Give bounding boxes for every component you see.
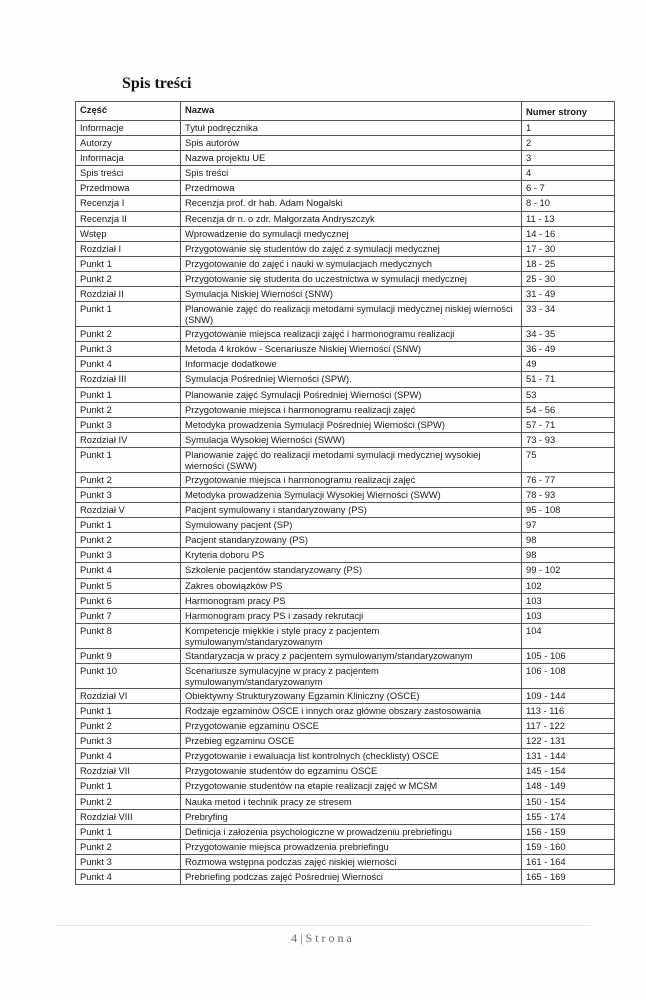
cell-part: Punkt 3 xyxy=(76,417,181,432)
cell-name: Metodyka prowadzenia Symulacji Pośredniej Wierności (SPW) xyxy=(181,417,522,432)
column-header-part: Część xyxy=(76,102,181,121)
cell-name: Przygotowanie egzaminu OSCE xyxy=(181,719,522,734)
column-header-page-number: Numer strony xyxy=(522,102,615,121)
cell-page-number: 161 - 164 xyxy=(522,854,615,869)
footer-separator: | xyxy=(300,931,306,945)
cell-name: Przygotowanie do zajęć i nauki w symulacjach medycznych xyxy=(181,256,522,271)
cell-part: Punkt 2 xyxy=(76,271,181,286)
cell-page-number: 117 - 122 xyxy=(522,719,615,734)
cell-part: Punkt 2 xyxy=(76,533,181,548)
cell-part: Przedmowa xyxy=(76,181,181,196)
cell-part: Punkt 5 xyxy=(76,578,181,593)
cell-name: Recenzja prof. dr hab. Adam Nogalski xyxy=(181,196,522,211)
table-row xyxy=(76,533,615,548)
cell-page-number: 8 - 10 xyxy=(522,196,615,211)
table-row xyxy=(76,256,615,271)
table-row xyxy=(76,372,615,387)
cell-part: Punkt 1 xyxy=(76,704,181,719)
cell-name: Nazwa projektu UE xyxy=(181,151,522,166)
cell-part: Punkt 1 xyxy=(76,302,181,327)
cell-name: Nauka metod i technik pracy ze stresem xyxy=(181,794,522,809)
cell-page-number: 103 xyxy=(522,608,615,623)
footer-label: Strona xyxy=(305,931,355,945)
cell-part: Punkt 1 xyxy=(76,387,181,402)
cell-page-number: 155 - 174 xyxy=(522,809,615,824)
cell-page-number: 150 - 154 xyxy=(522,794,615,809)
cell-page-number: 6 - 7 xyxy=(522,181,615,196)
cell-name: Symulacja Pośredniej Wierności (SPW). xyxy=(181,372,522,387)
footer-page-number: 4 xyxy=(291,931,301,945)
cell-name: Wprowadzenie do symulacji medycznej xyxy=(181,226,522,241)
cell-page-number: 159 - 160 xyxy=(522,839,615,854)
cell-name: Szkolenie pacjentów standaryzowany (PS) xyxy=(181,563,522,578)
cell-name: Planowanie zajęć do realizacji metodami symulacji medycznej wysokiej wierności (SWW) xyxy=(181,447,522,472)
cell-page-number: 57 - 71 xyxy=(522,417,615,432)
cell-page-number: 17 - 30 xyxy=(522,241,615,256)
cell-page-number: 102 xyxy=(522,578,615,593)
cell-page-number: 25 - 30 xyxy=(522,271,615,286)
cell-part: Punkt 8 xyxy=(76,623,181,648)
table-row xyxy=(76,417,615,432)
cell-name: Przygotowanie miejsca prowadzenia prebriefingu xyxy=(181,839,522,854)
cell-name: Metodyka prowadzenia Symulacji Wysokiej Wierności (SWW) xyxy=(181,487,522,502)
cell-name: Symulacja Wysokiej Wierności (SWW) xyxy=(181,432,522,447)
cell-page-number: 165 - 169 xyxy=(522,870,615,885)
table-row xyxy=(76,327,615,342)
cell-page-number: 78 - 93 xyxy=(522,487,615,502)
cell-page-number: 51 - 71 xyxy=(522,372,615,387)
table-row xyxy=(76,447,615,472)
cell-page-number: 3 xyxy=(522,151,615,166)
cell-page-number: 103 xyxy=(522,593,615,608)
cell-page-number: 36 - 49 xyxy=(522,342,615,357)
table-row xyxy=(76,688,615,703)
table-row xyxy=(76,121,615,136)
cell-name: Przedmowa xyxy=(181,181,522,196)
table-row xyxy=(76,166,615,181)
cell-part: Punkt 3 xyxy=(76,487,181,502)
cell-part: Rozdział I xyxy=(76,241,181,256)
cell-name: Pacjent standaryzowany (PS) xyxy=(181,533,522,548)
page-footer xyxy=(0,931,646,946)
cell-part: Rozdział VII xyxy=(76,764,181,779)
table-row xyxy=(76,181,615,196)
cell-part: Rozdział III xyxy=(76,372,181,387)
table-row xyxy=(76,387,615,402)
cell-name: Recenzja dr n. o zdr. Małgorzata Andryszczyk xyxy=(181,211,522,226)
cell-part: Punkt 1 xyxy=(76,447,181,472)
cell-page-number: 106 - 108 xyxy=(522,663,615,688)
cell-name: Harmonogram pracy PS xyxy=(181,593,522,608)
cell-part: Recenzja I xyxy=(76,196,181,211)
cell-name: Rozmowa wstępna podczas zajęć niskiej wierności xyxy=(181,854,522,869)
cell-page-number: 145 - 154 xyxy=(522,764,615,779)
cell-page-number: 54 - 56 xyxy=(522,402,615,417)
cell-part: Punkt 1 xyxy=(76,779,181,794)
table-row xyxy=(76,302,615,327)
table-row xyxy=(76,271,615,286)
table-row xyxy=(76,151,615,166)
cell-page-number: 156 - 159 xyxy=(522,824,615,839)
cell-name: Przygotowanie i ewaluacja list kontrolnych (checklisty) OSCE xyxy=(181,749,522,764)
cell-page-number: 109 - 144 xyxy=(522,688,615,703)
cell-page-number: 34 - 35 xyxy=(522,327,615,342)
cell-part: Punkt 4 xyxy=(76,357,181,372)
table-row xyxy=(76,287,615,302)
table-row xyxy=(76,136,615,151)
table-row xyxy=(76,608,615,623)
cell-name: Standaryzacja w pracy z pacjentem symulowanym/standaryzowanym xyxy=(181,648,522,663)
cell-name: Przygotowanie się studenta do uczestnictwa w symulacji medycznej xyxy=(181,271,522,286)
table-row xyxy=(76,196,615,211)
cell-page-number: 49 xyxy=(522,357,615,372)
table-row xyxy=(76,764,615,779)
cell-part: Punkt 3 xyxy=(76,548,181,563)
cell-part: Rozdział II xyxy=(76,287,181,302)
cell-part: Punkt 4 xyxy=(76,749,181,764)
cell-name: Scenariusze symulacyjne w pracy z pacjentem symulowanym/standaryzowanym xyxy=(181,663,522,688)
cell-page-number: 131 - 144 xyxy=(522,749,615,764)
table-row xyxy=(76,648,615,663)
table-row xyxy=(76,226,615,241)
cell-part: Punkt 7 xyxy=(76,608,181,623)
table-row xyxy=(76,809,615,824)
cell-part: Punkt 9 xyxy=(76,648,181,663)
table-row xyxy=(76,663,615,688)
table-row xyxy=(76,503,615,518)
cell-page-number: 11 - 13 xyxy=(522,211,615,226)
cell-part: Punkt 3 xyxy=(76,734,181,749)
table-row xyxy=(76,779,615,794)
table-row xyxy=(76,432,615,447)
table-row xyxy=(76,623,615,648)
cell-part: Punkt 4 xyxy=(76,870,181,885)
cell-part: Punkt 1 xyxy=(76,518,181,533)
cell-name: Harmonogram pracy PS i zasady rekrutacji xyxy=(181,608,522,623)
table-row xyxy=(76,824,615,839)
cell-name: Zakres obowiązków PS xyxy=(181,578,522,593)
table-row xyxy=(76,357,615,372)
cell-page-number: 4 xyxy=(522,166,615,181)
table-row xyxy=(76,563,615,578)
cell-name: Przygotowanie się studentów do zajęć z symulacji medycznej xyxy=(181,241,522,256)
table-row xyxy=(76,794,615,809)
cell-page-number: 113 - 116 xyxy=(522,704,615,719)
table-row xyxy=(76,548,615,563)
cell-part: Punkt 3 xyxy=(76,342,181,357)
cell-page-number: 148 - 149 xyxy=(522,779,615,794)
cell-part: Rozdział VIII xyxy=(76,809,181,824)
cell-name: Planowanie zajęć Symulacji Pośredniej Wierności (SPW) xyxy=(181,387,522,402)
table-row xyxy=(76,518,615,533)
table-row xyxy=(76,749,615,764)
table-row xyxy=(76,472,615,487)
cell-part: Punkt 1 xyxy=(76,256,181,271)
cell-name: Informacje dodatkowe xyxy=(181,357,522,372)
cell-part: Autorzy xyxy=(76,136,181,151)
cell-name: Przygotowanie miejsca i harmonogramu realizacji zajęć xyxy=(181,472,522,487)
cell-name: Symulacja Niskiej Wierności (SNW) xyxy=(181,287,522,302)
cell-page-number: 73 - 93 xyxy=(522,432,615,447)
table-of-contents xyxy=(75,101,615,885)
cell-name: Kompetencje miękkie i style pracy z pacjentem symulowanym/standaryzowanym xyxy=(181,623,522,648)
cell-name: Kryteria doboru PS xyxy=(181,548,522,563)
cell-name: Pacjent symulowany i standaryzowany (PS) xyxy=(181,503,522,518)
table-header-row xyxy=(76,102,615,121)
cell-name: Przygotowanie miejsca realizacji zajęć i harmonogramu realizacji xyxy=(181,327,522,342)
cell-part: Punkt 2 xyxy=(76,839,181,854)
cell-part: Punkt 2 xyxy=(76,402,181,417)
cell-page-number: 98 xyxy=(522,548,615,563)
table-row xyxy=(76,734,615,749)
table-row xyxy=(76,854,615,869)
cell-page-number: 105 - 106 xyxy=(522,648,615,663)
cell-page-number: 14 - 16 xyxy=(522,226,615,241)
table-row xyxy=(76,839,615,854)
cell-part: Rozdział IV xyxy=(76,432,181,447)
cell-page-number: 122 - 131 xyxy=(522,734,615,749)
page-title: Spis treści xyxy=(122,75,192,92)
cell-name: Przebieg egzaminu OSCE xyxy=(181,734,522,749)
cell-page-number: 1 xyxy=(522,121,615,136)
cell-part: Recenzja II xyxy=(76,211,181,226)
table-row xyxy=(76,719,615,734)
cell-page-number: 33 - 34 xyxy=(522,302,615,327)
cell-page-number: 18 - 25 xyxy=(522,256,615,271)
cell-page-number: 104 xyxy=(522,623,615,648)
cell-page-number: 98 xyxy=(522,533,615,548)
cell-part: Wstęp xyxy=(76,226,181,241)
table-row xyxy=(76,342,615,357)
cell-part: Punkt 2 xyxy=(76,472,181,487)
cell-name: Spis treści xyxy=(181,166,522,181)
cell-part: Rozdział VI xyxy=(76,688,181,703)
table-row xyxy=(76,578,615,593)
cell-name: Rodzaje egzaminów OSCE i innych oraz główne obszary zastosowania xyxy=(181,704,522,719)
cell-name: Prebryfing xyxy=(181,809,522,824)
cell-name: Przygotowanie studentów na etapie realizacji zajęć w MCSM xyxy=(181,779,522,794)
cell-name: Symulowany pacjent (SP) xyxy=(181,518,522,533)
cell-name: Spis autorów xyxy=(181,136,522,151)
cell-part: Informacje xyxy=(76,121,181,136)
cell-part: Punkt 2 xyxy=(76,327,181,342)
cell-name: Prebriefing podczas zajęć Pośredniej Wierności xyxy=(181,870,522,885)
footer-divider xyxy=(55,925,591,926)
cell-page-number: 53 xyxy=(522,387,615,402)
cell-name: Planowanie zajęć do realizacji metodami symulacji medycznej niskiej wierności (SNW) xyxy=(181,302,522,327)
cell-page-number: 97 xyxy=(522,518,615,533)
cell-part: Punkt 3 xyxy=(76,854,181,869)
cell-part: Punkt 10 xyxy=(76,663,181,688)
table-row xyxy=(76,211,615,226)
cell-name: Obiektywny Strukturyzowany Egzamin Kliniczny (OSCE) xyxy=(181,688,522,703)
cell-part: Punkt 2 xyxy=(76,794,181,809)
cell-page-number: 76 - 77 xyxy=(522,472,615,487)
cell-name: Przygotowanie miejsca i harmonogramu realizacji zajęć xyxy=(181,402,522,417)
cell-part: Punkt 2 xyxy=(76,719,181,734)
cell-name: Definicja i założenia psychologiczne w prowadzeniu prebriefingu xyxy=(181,824,522,839)
cell-part: Spis treści xyxy=(76,166,181,181)
table-row xyxy=(76,870,615,885)
cell-part: Punkt 1 xyxy=(76,824,181,839)
table-row xyxy=(76,402,615,417)
cell-part: Punkt 4 xyxy=(76,563,181,578)
table-row xyxy=(76,241,615,256)
table-row xyxy=(76,487,615,502)
cell-part: Rozdział V xyxy=(76,503,181,518)
cell-page-number: 31 - 49 xyxy=(522,287,615,302)
column-header-name: Nazwa xyxy=(181,102,522,121)
cell-page-number: 99 - 102 xyxy=(522,563,615,578)
table-row xyxy=(76,593,615,608)
cell-page-number: 2 xyxy=(522,136,615,151)
table-body xyxy=(76,121,615,885)
cell-name: Metoda 4 kroków - Scenariusze Niskiej Wierności (SNW) xyxy=(181,342,522,357)
cell-page-number: 75 xyxy=(522,447,615,472)
cell-part: Punkt 6 xyxy=(76,593,181,608)
cell-part: Informacja xyxy=(76,151,181,166)
table-row xyxy=(76,704,615,719)
cell-name: Przygotowanie studentów do egzaminu OSCE xyxy=(181,764,522,779)
cell-name: Tytuł podręcznika xyxy=(181,121,522,136)
cell-page-number: 95 - 108 xyxy=(522,503,615,518)
